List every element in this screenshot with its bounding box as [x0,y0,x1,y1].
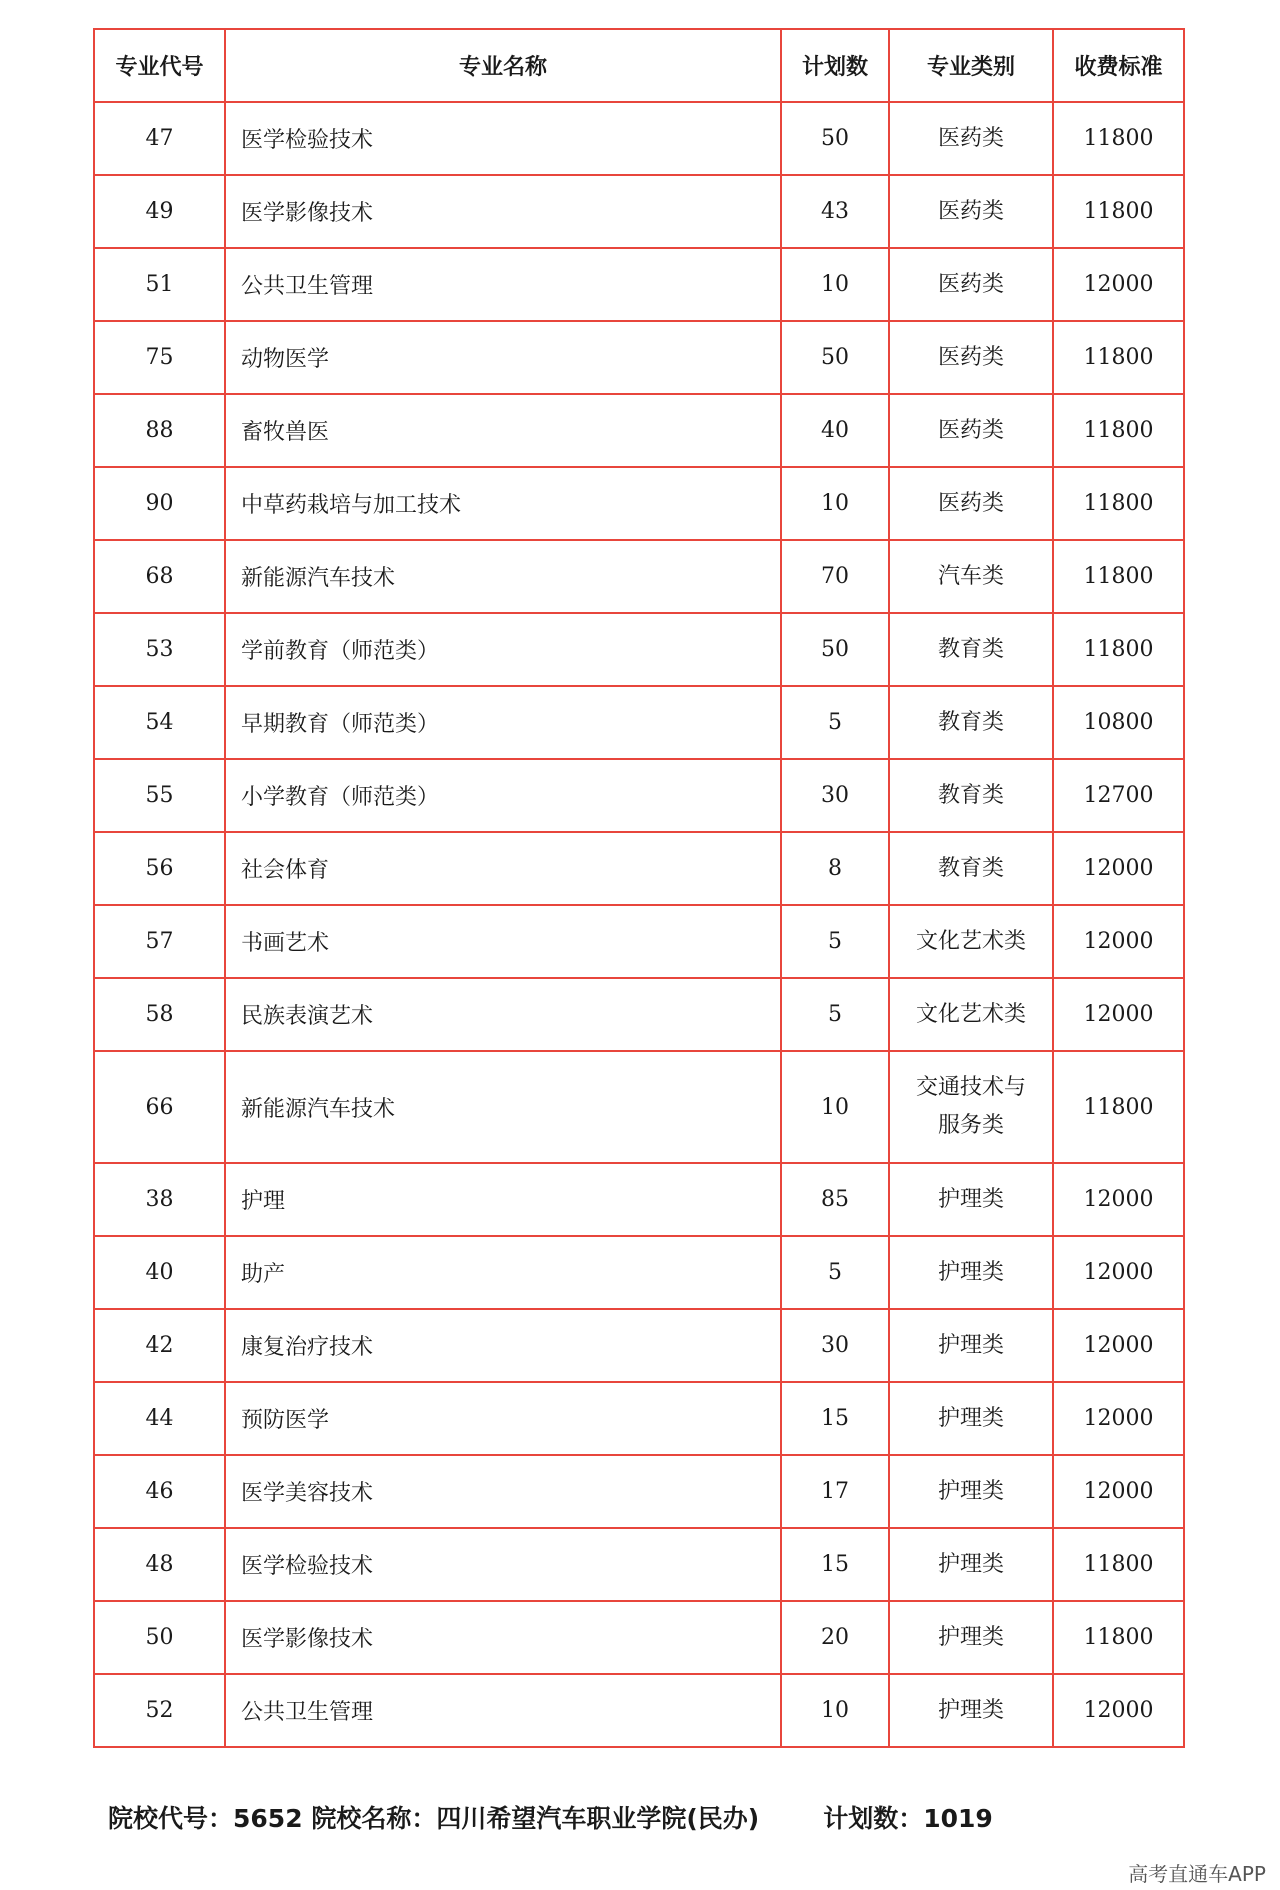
category-text: 护理类 [937,1332,1004,1358]
table-row [94,1382,1184,1455]
fee-cell: 10800 [1053,686,1184,759]
fee-cell: 12000 [1053,978,1184,1051]
table-row [94,759,1184,832]
major-code-cell: 48 [94,1528,225,1601]
plan-count-cell: 5 [781,686,889,759]
major-name-cell: 小学教育（师范类） [225,759,781,832]
plan-count-cell: 5 [781,905,889,978]
fee-cell: 11800 [1053,175,1184,248]
major-category-cell [889,1051,1053,1163]
school-name-label: 院校名称： [311,1804,437,1833]
fee-cell: 12000 [1053,832,1184,905]
plan-count-cell: 30 [781,759,889,832]
table-row [94,832,1184,905]
table-row [94,1528,1184,1601]
plan-count-cell: 43 [781,175,889,248]
major-category-cell [889,394,1053,467]
major-name-cell: 护理 [225,1163,781,1236]
school-summary [108,1799,993,1835]
major-code-cell: 47 [94,102,225,175]
major-code-cell: 75 [94,321,225,394]
category-text: 医药类 [937,490,1004,516]
school-name: 四川希望汽车职业学院(民办) [436,1804,760,1833]
fee-cell: 11800 [1053,613,1184,686]
header-major-name: 专业名称 [225,29,781,102]
category-text: 护理类 [937,1624,1004,1650]
table-row [94,394,1184,467]
major-name-cell: 助产 [225,1236,781,1309]
major-category-cell [889,102,1053,175]
fee-cell: 12000 [1053,1674,1184,1747]
major-category-cell [889,1601,1053,1674]
category-text: 教育类 [937,636,1004,662]
major-name-cell: 中草药栽培与加工技术 [225,467,781,540]
category-text: 文化艺术类 [915,1001,1026,1027]
header-major-category: 专业类别 [889,29,1053,102]
watermark: 高考直通车APP [1128,1862,1266,1886]
fee-cell: 12000 [1053,1382,1184,1455]
major-code-cell: 38 [94,1163,225,1236]
fee-cell: 11800 [1053,540,1184,613]
major-name-cell: 公共卫生管理 [225,248,781,321]
major-category-cell [889,686,1053,759]
plan-count-cell: 30 [781,1309,889,1382]
category-text: 医药类 [937,417,1004,443]
category-text: 文化艺术类 [915,928,1026,954]
table-row [94,978,1184,1051]
category-text: 护理类 [937,1259,1004,1285]
plan-count-cell: 5 [781,978,889,1051]
fee-cell: 11800 [1053,394,1184,467]
plan-count-cell: 10 [781,467,889,540]
table-row [94,1236,1184,1309]
major-code-cell: 90 [94,467,225,540]
category-text: 医药类 [937,198,1004,224]
category-text: 交通技术与 [915,1075,1026,1100]
major-category-cell [889,905,1053,978]
major-code-cell: 42 [94,1309,225,1382]
plan-count-cell: 15 [781,1528,889,1601]
major-category-cell [889,978,1053,1051]
fee-cell: 12000 [1053,905,1184,978]
major-category-cell [889,248,1053,321]
major-code-cell: 51 [94,248,225,321]
plan-count-cell: 10 [781,1674,889,1747]
school-code: 5652 [233,1804,303,1833]
table-row [94,1674,1184,1747]
plan-count-cell: 17 [781,1455,889,1528]
fee-cell: 12000 [1053,248,1184,321]
plan-total: 1019 [923,1804,993,1833]
major-name-cell: 医学影像技术 [225,1601,781,1674]
fee-cell: 11800 [1053,102,1184,175]
category-text: 教育类 [937,855,1004,881]
major-name-cell: 公共卫生管理 [225,1674,781,1747]
major-category-cell [889,1163,1053,1236]
plan-count-cell: 40 [781,394,889,467]
fee-cell: 12000 [1053,1455,1184,1528]
table-row [94,175,1184,248]
major-category-cell [889,1674,1053,1747]
major-name-cell: 民族表演艺术 [225,978,781,1051]
major-code-cell: 40 [94,1236,225,1309]
table-row [94,1051,1184,1163]
major-name-cell: 新能源汽车技术 [225,1051,781,1163]
category-text: 医药类 [937,125,1004,151]
fee-cell: 11800 [1053,321,1184,394]
school-code-label: 院校代号： [108,1804,234,1833]
major-name-cell: 预防医学 [225,1382,781,1455]
major-code-cell: 56 [94,832,225,905]
plan-count-cell: 50 [781,102,889,175]
major-name-cell: 畜牧兽医 [225,394,781,467]
fee-cell: 11800 [1053,1601,1184,1674]
header-plan-count: 计划数 [781,29,889,102]
table-row [94,1601,1184,1674]
category-text: 医药类 [937,271,1004,297]
major-code-cell: 50 [94,1601,225,1674]
major-code-cell: 88 [94,394,225,467]
plan-count-cell: 10 [781,248,889,321]
table-row [94,686,1184,759]
fee-cell: 11800 [1053,1528,1184,1601]
category-text: 护理类 [937,1551,1004,1577]
major-category-cell [889,1455,1053,1528]
category-text: 医药类 [937,344,1004,370]
enrollment-plan-table [93,28,1185,1748]
major-code-cell: 57 [94,905,225,978]
major-category-cell [889,321,1053,394]
major-code-cell: 68 [94,540,225,613]
table-row [94,1455,1184,1528]
plan-count-cell: 50 [781,321,889,394]
major-code-cell: 54 [94,686,225,759]
fee-cell: 11800 [1053,467,1184,540]
category-text: 教育类 [937,782,1004,808]
fee-cell: 12000 [1053,1309,1184,1382]
major-category-cell [889,540,1053,613]
header-fee-standard: 收费标准 [1053,29,1184,102]
plan-count-cell: 70 [781,540,889,613]
header-major-code: 专业代号 [94,29,225,102]
plan-total-label: 计划数： [823,1804,924,1833]
category-text: 护理类 [937,1697,1004,1723]
fee-cell: 12700 [1053,759,1184,832]
table-row [94,1163,1184,1236]
major-name-cell: 医学检验技术 [225,102,781,175]
major-code-cell: 53 [94,613,225,686]
major-name-cell: 医学影像技术 [225,175,781,248]
major-name-cell: 康复治疗技术 [225,1309,781,1382]
major-code-cell: 52 [94,1674,225,1747]
category-text: 汽车类 [937,563,1004,589]
major-category-cell [889,467,1053,540]
table-row [94,540,1184,613]
category-text: 服务类 [937,1113,1004,1138]
plan-count-cell: 5 [781,1236,889,1309]
major-category-cell [889,1528,1053,1601]
major-name-cell: 医学美容技术 [225,1455,781,1528]
plan-count-cell: 8 [781,832,889,905]
major-category-cell [889,1309,1053,1382]
major-category-cell [889,832,1053,905]
table-row [94,1309,1184,1382]
table-row [94,321,1184,394]
table-row [94,613,1184,686]
major-name-cell: 学前教育（师范类） [225,613,781,686]
table-row [94,467,1184,540]
major-code-cell: 44 [94,1382,225,1455]
plan-count-cell: 85 [781,1163,889,1236]
fee-cell: 12000 [1053,1163,1184,1236]
category-text: 护理类 [937,1478,1004,1504]
major-name-cell: 医学检验技术 [225,1528,781,1601]
major-category-cell [889,759,1053,832]
plan-count-cell: 10 [781,1051,889,1163]
major-code-cell: 49 [94,175,225,248]
plan-count-cell: 50 [781,613,889,686]
major-code-cell: 66 [94,1051,225,1163]
major-category-cell [889,613,1053,686]
major-code-cell: 46 [94,1455,225,1528]
major-category-cell [889,1382,1053,1455]
plan-count-cell: 20 [781,1601,889,1674]
table-header-row [94,29,1184,102]
major-code-cell: 55 [94,759,225,832]
plan-count-cell: 15 [781,1382,889,1455]
category-text: 护理类 [937,1186,1004,1212]
category-text: 教育类 [937,709,1004,735]
fee-cell: 12000 [1053,1236,1184,1309]
major-name-cell: 早期教育（师范类） [225,686,781,759]
major-name-cell: 新能源汽车技术 [225,540,781,613]
major-code-cell: 58 [94,978,225,1051]
major-name-cell: 书画艺术 [225,905,781,978]
table-body [94,102,1184,1747]
category-text: 护理类 [937,1405,1004,1431]
table-row [94,248,1184,321]
major-category-cell [889,1236,1053,1309]
fee-cell: 11800 [1053,1051,1184,1163]
table-row [94,905,1184,978]
major-name-cell: 社会体育 [225,832,781,905]
major-category-cell [889,175,1053,248]
major-name-cell: 动物医学 [225,321,781,394]
table-row [94,102,1184,175]
